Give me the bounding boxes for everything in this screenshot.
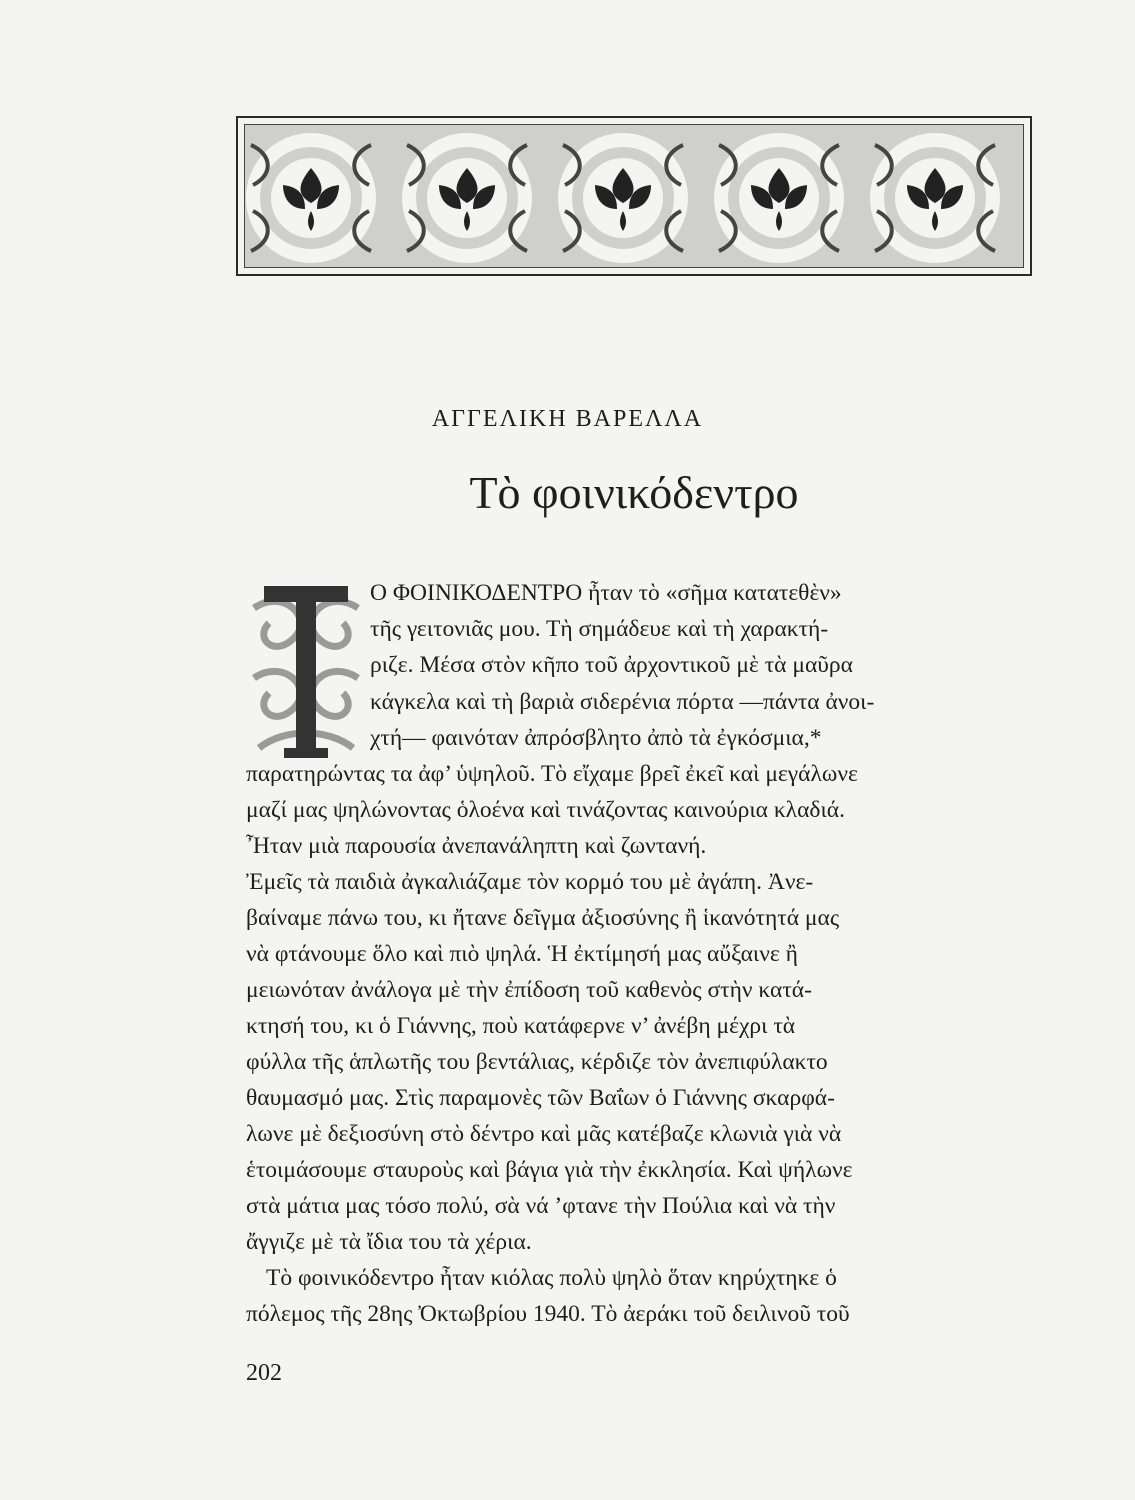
text-line: μειωνόταν ἀνάλογα μὲ τὴν ἐπίδοση τοῦ καθενὸς στὴν κατά- <box>246 977 812 1003</box>
text-line: βαίναμε πάνω του, κι ἤτανε δεῖγμα ἀξιοσύνης ἢ ἱκανότητά μας <box>246 905 840 931</box>
decorative-header-ornament <box>236 116 1032 276</box>
decorated-initial-t-icon <box>244 578 368 764</box>
text-line: Ἦταν μιὰ παρουσία ἀνεπανάληπτη καὶ ζωντανή. <box>246 833 707 859</box>
text-line: ἄγγιζε μὲ τὰ ἴδια του τὰ χέρια. <box>246 1229 532 1255</box>
text-line: Ο ΦΟΙΝΙΚΟΔΕΝΤΡΟ ἦταν τὸ «σῆμα κατατεθὲν» <box>370 580 842 606</box>
text-line: πόλεμος τῆς 28ης Ὀκτωβρίου 1940. Τὸ ἀεράκι τοῦ δειλινοῦ τοῦ <box>246 1301 850 1327</box>
text-line: Τὸ φοινικόδεντρο ἦταν κιόλας πολὺ ψηλὸ ὅταν κηρύχτηκε ὁ <box>266 1265 837 1291</box>
text-line: ριζε. Μέσα στὸν κῆπο τοῦ ἀρχοντικοῦ μὲ τὰ μαῦρα <box>370 652 853 678</box>
text-line: παρατηρώντας τα ἀφ’ ὑψηλοῦ. Τὸ εἴχαμε βρεῖ ἐκεῖ καὶ μεγάλωνε <box>246 761 858 787</box>
text-line: μαζί μας ψηλώνοντας ὁλοένα καὶ τινάζοντας καινούρια κλαδιά. <box>246 797 845 823</box>
text-line: κάγκελα καὶ τὴ βαριὰ σιδερένια πόρτα —πάντα ἀνοι- <box>370 689 875 715</box>
text-line: χτή— φαινόταν ἀπρόσβλητο ἀπὸ τὰ ἐγκόσμια,* <box>370 725 822 751</box>
text-line: τῆς γειτονιᾶς μου. Τὴ σημάδευε καὶ τὴ χαρακτή- <box>370 616 829 642</box>
author-name: ΑΓΓΕΛΙΚΗ ΒΑΡΕΛΛΑ <box>431 406 704 432</box>
page-title: Τὸ φοινικόδεντρο <box>469 467 799 518</box>
text-line: θαυμασμό μας. Στὶς παραμονὲς τῶν Βαΐων ὁ Γιάννης σκαρφά- <box>246 1085 835 1111</box>
text-line: φύλλα τῆς ἁπλωτῆς του βεντάλιας, κέρδιζε τὸν ἀνεπιφύλακτο <box>246 1049 828 1075</box>
page-number: 202 <box>246 1360 282 1386</box>
text-line: νὰ φτάνουμε ὅλο καὶ πιὸ ψηλά. Ἡ ἐκτίμησή μας αὔξαινε ἢ <box>246 941 798 967</box>
text-line: ἑτοιμάσουμε σταυροὺς καὶ βάγια γιὰ τὴν ἐκκλησία. Καὶ ψήλωνε <box>246 1157 853 1183</box>
text-line: στὰ μάτια μας τόσο πολύ, σὰ νά ’φτανε τὴν Πούλια καὶ νὰ τὴν <box>246 1193 836 1219</box>
text-line: Ἐμεῖς τὰ παιδιὰ ἀγκαλιάζαμε τὸν κορμό του μὲ ἀγάπη. Ἀνε- <box>246 869 814 895</box>
ornament-pattern-icon <box>245 125 1024 268</box>
text-line: λωνε μὲ δεξιοσύνη στὸ δέντρο καὶ μᾶς κατέβαζε κλωνιὰ γιὰ νὰ <box>246 1121 842 1147</box>
text-line: κτησή του, κι ὁ Γιάννης, ποὺ κατάφερνε ν’ ἀνέβη μέχρι τὰ <box>246 1013 796 1039</box>
